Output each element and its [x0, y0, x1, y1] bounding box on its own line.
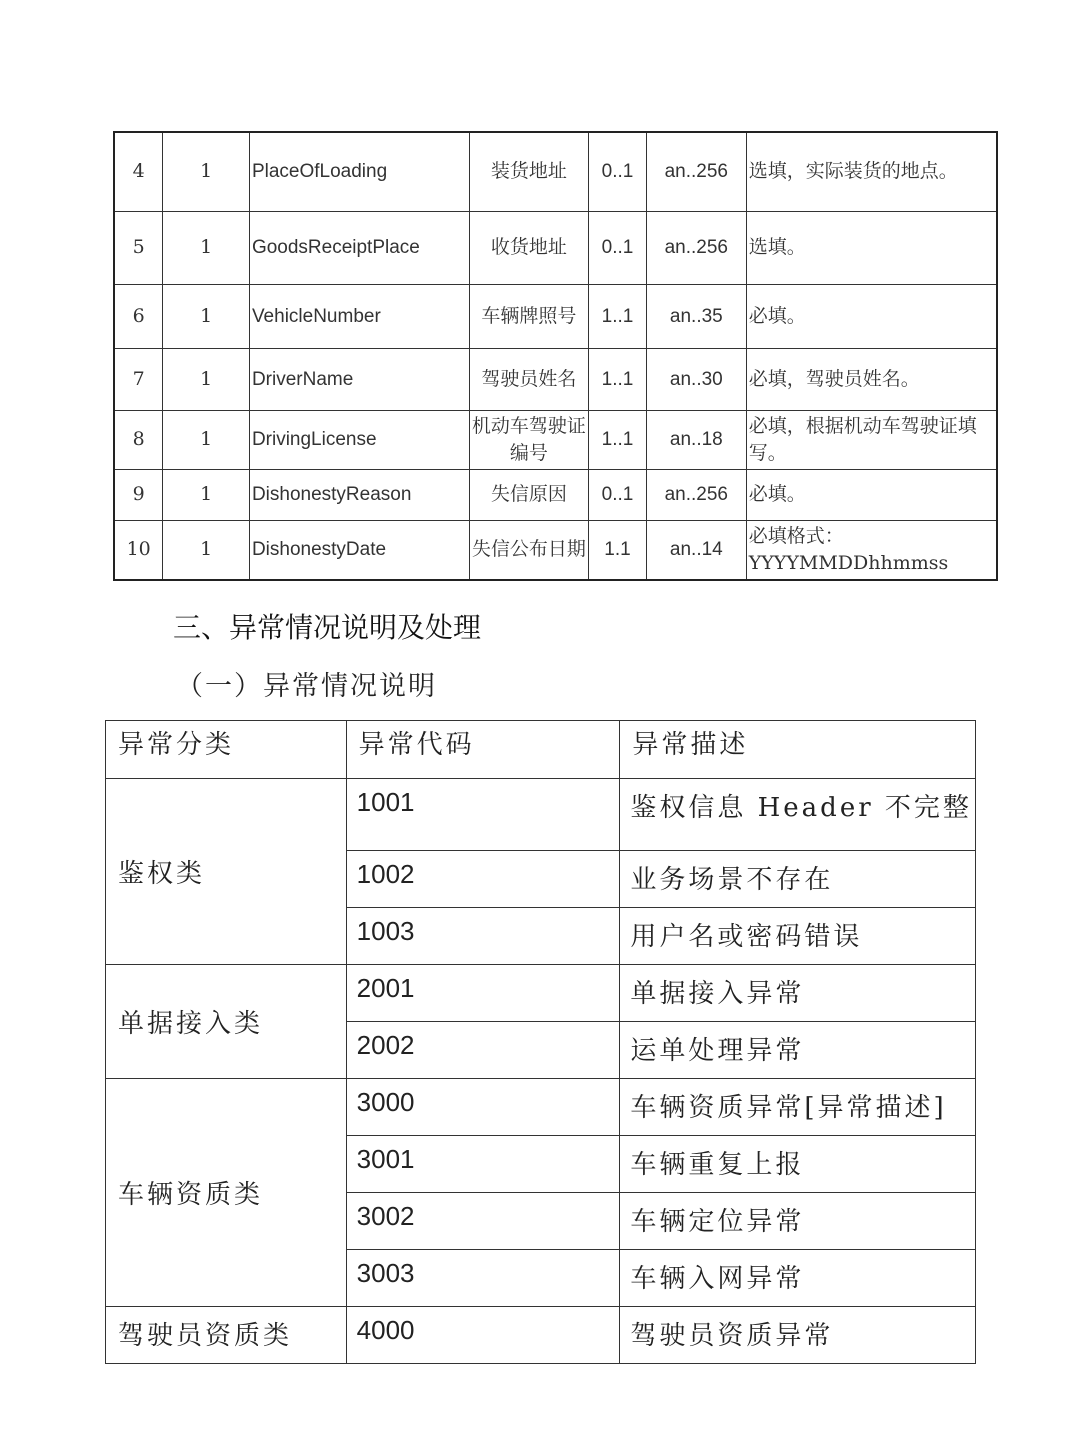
- field-level: 1: [163, 132, 250, 211]
- field-name: DriverName: [249, 348, 469, 410]
- error-description: 车辆定位异常: [620, 1193, 976, 1250]
- field-note: 选填，实际装货的地点。: [746, 132, 997, 211]
- field-index: 9: [114, 469, 163, 520]
- field-multiplicity: 1..1: [589, 348, 647, 410]
- field-chinese-name: 机动车驾驶证编号: [469, 410, 588, 469]
- error-code: 3001: [346, 1136, 620, 1193]
- table-row: [106, 1079, 976, 1136]
- error-description: 车辆资质异常[异常描述]: [620, 1079, 976, 1136]
- field-level: 1: [163, 211, 250, 284]
- field-type: an..256: [646, 469, 746, 520]
- field-type: an..30: [646, 348, 746, 410]
- field-multiplicity: 1..1: [589, 284, 647, 348]
- error-code-table: [105, 720, 976, 1364]
- field-level: 1: [163, 348, 250, 410]
- error-category: 驾驶员资质类: [106, 1307, 347, 1364]
- sub-heading: （一）异常情况说明: [176, 671, 437, 702]
- table-row: [114, 469, 997, 520]
- error-code: 4000: [346, 1307, 620, 1364]
- field-note: 必填。: [746, 284, 997, 348]
- error-description: 驾驶员资质异常: [620, 1307, 976, 1364]
- field-type: an..18: [646, 410, 746, 469]
- field-name: DishonestyReason: [249, 469, 469, 520]
- field-level: 1: [163, 469, 250, 520]
- table-row: [114, 211, 997, 284]
- error-code: 1003: [346, 908, 620, 965]
- column-header-code: 异常代码: [346, 721, 620, 779]
- error-code: 2002: [346, 1022, 620, 1079]
- field-type: an..256: [646, 132, 746, 211]
- table-row: [106, 965, 976, 1022]
- field-level: 1: [163, 284, 250, 348]
- field-chinese-name: 收货地址: [469, 211, 588, 284]
- table-header-row: [106, 721, 976, 779]
- field-type: an..256: [646, 211, 746, 284]
- field-chinese-name: 装货地址: [469, 132, 588, 211]
- error-code: 3002: [346, 1193, 620, 1250]
- field-note: 必填，根据机动车驾驶证填写。: [746, 410, 997, 469]
- field-chinese-name: 失信原因: [469, 469, 588, 520]
- field-name: DishonestyDate: [249, 520, 469, 580]
- field-type: an..35: [646, 284, 746, 348]
- field-index: 7: [114, 348, 163, 410]
- table-row: [114, 348, 997, 410]
- error-code: 3003: [346, 1250, 620, 1307]
- error-description: 车辆重复上报: [620, 1136, 976, 1193]
- field-type: an..14: [646, 520, 746, 580]
- error-description: 运单处理异常: [620, 1022, 976, 1079]
- field-index: 4: [114, 132, 163, 211]
- field-note: 必填。: [746, 469, 997, 520]
- error-category: 鉴权类: [106, 779, 347, 965]
- field-index: 10: [114, 520, 163, 580]
- field-note: 必填格式：YYYYMMDDhhmmss: [746, 520, 997, 580]
- table-row: [114, 132, 997, 211]
- table-row: [114, 520, 997, 580]
- field-name: DrivingLicense: [249, 410, 469, 469]
- table-row: [106, 779, 976, 851]
- field-multiplicity: 0..1: [589, 211, 647, 284]
- field-chinese-name: 驾驶员姓名: [469, 348, 588, 410]
- field-index: 6: [114, 284, 163, 348]
- error-category: 车辆资质类: [106, 1079, 347, 1307]
- section-heading: 三、异常情况说明及处理: [173, 611, 482, 644]
- field-chinese-name: 失信公布日期: [469, 520, 588, 580]
- field-note: 必填，驾驶员姓名。: [746, 348, 997, 410]
- error-description: 用户名或密码错误: [620, 908, 976, 965]
- field-index: 8: [114, 410, 163, 469]
- field-multiplicity: 0..1: [589, 469, 647, 520]
- field-name: VehicleNumber: [249, 284, 469, 348]
- table-row: [114, 284, 997, 348]
- table-row: [114, 410, 997, 469]
- field-multiplicity: 1..1: [589, 410, 647, 469]
- field-multiplicity: 1.1: [589, 520, 647, 580]
- error-description: 车辆入网异常: [620, 1250, 976, 1307]
- error-code: 2001: [346, 965, 620, 1022]
- error-description: 单据接入异常: [620, 965, 976, 1022]
- field-level: 1: [163, 520, 250, 580]
- column-header-category: 异常分类: [106, 721, 347, 779]
- error-description: 业务场景不存在: [620, 851, 976, 908]
- error-category: 单据接入类: [106, 965, 347, 1079]
- field-name: PlaceOfLoading: [249, 132, 469, 211]
- column-header-description: 异常描述: [620, 721, 976, 779]
- error-code: 1001: [346, 779, 620, 851]
- table-row: [106, 1307, 976, 1364]
- field-level: 1: [163, 410, 250, 469]
- error-description: 鉴权信息 Header 不完整: [620, 779, 976, 851]
- error-code: 1002: [346, 851, 620, 908]
- field-chinese-name: 车辆牌照号: [469, 284, 588, 348]
- field-index: 5: [114, 211, 163, 284]
- field-note: 选填。: [746, 211, 997, 284]
- field-definition-table: [113, 131, 998, 581]
- field-name: GoodsReceiptPlace: [249, 211, 469, 284]
- field-multiplicity: 0..1: [589, 132, 647, 211]
- error-code: 3000: [346, 1079, 620, 1136]
